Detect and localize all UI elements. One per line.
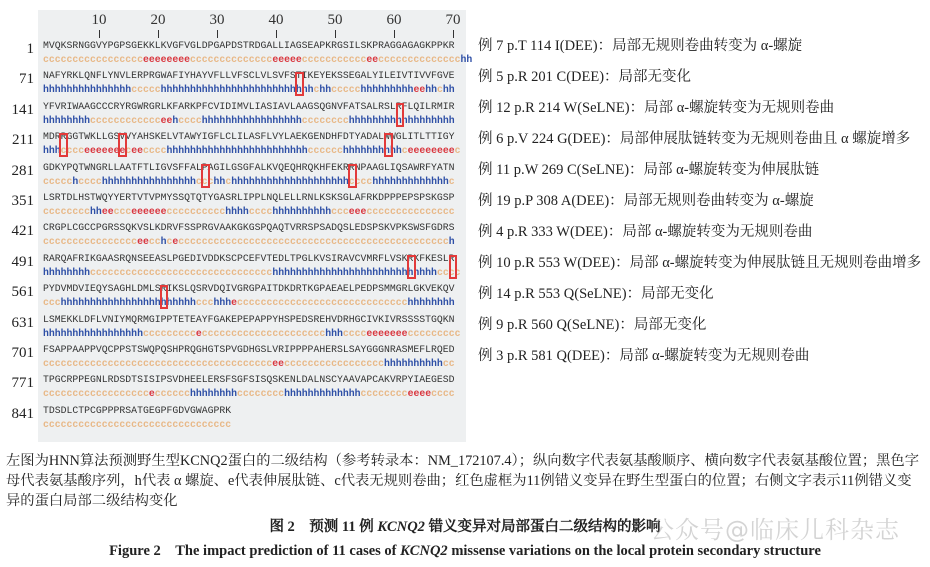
ruler-tick-label: 60 (386, 12, 402, 28)
variant-effect-item: 例 19 p.P 308 A(DEE)：局部无规则卷曲转变为 α-螺旋 (478, 193, 814, 209)
extended-strand-run: e (231, 297, 238, 309)
random-coil-run: ccccccccccccccccccccc (201, 327, 326, 339)
variant-effect-item: 例 14 p.R 553 Q(SeLNE)：局部无变化 (478, 286, 714, 302)
random-coil-run: ccccc (131, 84, 161, 96)
sequence-row (0, 343, 470, 373)
sequence-row (0, 313, 470, 343)
ruler-tick-mark (276, 30, 277, 38)
watermark: 公众号@临床儿科杂志 (650, 516, 900, 544)
helix-run: h (72, 175, 79, 187)
random-coil-run: ccccccccc (142, 327, 196, 339)
helix-run: hh (213, 175, 226, 187)
variant-effect-item: 例 11 p.W 269 C(SeLNE)：局部 α-螺旋转变为伸展肽链 (478, 162, 820, 178)
extended-strand-run: eee (348, 205, 367, 217)
random-coil-run: ccccc (331, 84, 361, 96)
random-coil-run: cccccccccccccc (378, 54, 461, 65)
helix-run: hhhhhhhhhhhhhhh (43, 84, 132, 96)
random-coil-run: ccccccccccccccccccccccccccccccc (90, 266, 273, 278)
secondary-structure-line (43, 175, 455, 189)
mutation-site-box (59, 133, 68, 157)
row-start-position: 211 (12, 132, 34, 149)
ruler-tick-label: 10 (91, 12, 107, 28)
random-coil-run: cccc (436, 266, 461, 278)
random-coil-run: cccc (60, 145, 85, 157)
random-coil-run: cccc (431, 388, 455, 400)
helix-run: hhhhhhhh (43, 114, 91, 126)
random-coil-run: cccc (342, 327, 367, 339)
random-coil-run: cccccccccccccc (190, 54, 273, 65)
random-coil-run: ccccccccccccccccc (43, 54, 143, 65)
helix-run: hhhhhhhh (190, 388, 238, 400)
secondary-structure-line (43, 205, 455, 219)
sequence-row (0, 373, 470, 403)
helix-run: hh (460, 54, 473, 65)
helix-run: hhhhhhhh (407, 297, 455, 309)
helix-run: hhhhhhhhhh (384, 357, 443, 369)
random-coil-run: cccccccccccccccc (43, 236, 138, 248)
random-coil-run: c (454, 145, 461, 157)
helix-run: hhhhhhhhhh (272, 205, 332, 217)
random-coil-run: c (448, 175, 455, 187)
random-coil-run: ccccccccccccccc (366, 205, 455, 217)
sequence-row (0, 130, 470, 160)
random-coil-run: cccc (348, 175, 373, 187)
random-coil-run: cccccccccccccccccc (43, 388, 149, 400)
helix-run: hhhhhhhhhhhhh (372, 175, 449, 187)
title-en-prefix: Figure 2 The impact prediction of 11 cases of (109, 543, 401, 559)
helix-run: hhhhhhhhhhhhhhhhh (201, 114, 302, 126)
random-coil-run: c (125, 145, 132, 157)
sequence-row (0, 39, 473, 69)
title-cn-suffix: 错义变异对局部蛋白二级结构的影响 (424, 519, 661, 535)
random-coil-run: cccccc (307, 145, 343, 157)
mutation-site-box (295, 72, 304, 96)
mutation-site-box (449, 255, 458, 279)
variant-effect-item: 例 4 p.R 333 W(DEE)：局部 α-螺旋转变为无规则卷曲 (478, 224, 813, 240)
secondary-structure-line (43, 235, 455, 249)
helix-run: hhhhhhhhhhhhhhhhhhhhhhh (60, 297, 196, 309)
variant-effect-item: 例 5 p.R 201 C(DEE)：局部无变化 (478, 69, 692, 85)
amino-acid-sequence: RARQAFRIKGAASRQNSEEASLPGEDIVDDKSCPCEFVTEDLTPGLKVSIRAVCVMRFLVSKRKFKESLR (43, 252, 455, 264)
helix-run: h (160, 236, 167, 248)
sequence-row (0, 191, 470, 221)
row-start-position: 421 (11, 223, 34, 240)
title-en-gene: KCNQ2 (400, 543, 448, 559)
ruler-tick-label: 50 (327, 12, 343, 28)
amino-acid-sequence: TPGCRPPEGNLRDSDTSISIPSVDHEELERSFSGFSISQSKENLDALNSCYAAVAPCAKVRPYIAEGESD (43, 374, 455, 386)
amino-acid-sequence: FSAPPAAPPVQCPPSTSWQPQSHPRQGHGTSPVGDHGSLVRIPPPPAHERSLSAYGGGNRASMEFLRQED (43, 343, 455, 355)
secondary-structure-line (43, 266, 460, 280)
extended-strand-run: eeeeeee (366, 327, 408, 339)
extended-strand-run: eeeeeeee (142, 54, 190, 65)
variant-effect-item: 例 7 p.T 114 I(DEE)：局部无规则卷曲转变为 α-螺旋 (478, 38, 803, 54)
sequence-row (0, 282, 470, 312)
mutation-site-box (201, 164, 210, 188)
variant-effect-item: 例 6 p.V 224 G(DEE)：局部伸展肽链转变为无规则卷曲且 α 螺旋增多 (478, 131, 911, 147)
helix-run: h (448, 236, 455, 248)
helix-run: hh (90, 205, 102, 217)
row-start-position: 491 (11, 253, 34, 270)
sequence-row (0, 69, 470, 99)
ruler-tick-label: 30 (209, 12, 225, 28)
ruler-tick-mark (158, 30, 159, 38)
extended-strand-run: ee (160, 114, 173, 126)
random-coil-run: c (313, 84, 320, 96)
amino-acid-sequence: YFVRIWAAGCCCRYRGWRGRLKFARKPFCVIDIMVLIASIAVLAAGSQGNVFATSALRSLRFLQILRMIR (43, 100, 455, 112)
variant-effects-list (478, 34, 923, 375)
helix-run: hhhhhhhhhhhhhhhhhhhhhhhhhh (160, 84, 314, 96)
extended-strand-run: eeeeeeee (407, 145, 455, 157)
mutation-site-box (384, 133, 393, 157)
random-coil-run: ccc (113, 205, 132, 217)
secondary-structure-line (43, 418, 231, 432)
sequence-row (0, 252, 470, 282)
extended-strand-run: e (148, 388, 155, 400)
position-ruler (43, 12, 463, 36)
extended-strand-run: e (172, 236, 179, 248)
random-coil-run: ccc (195, 175, 214, 187)
helix-run: hhhhhhhhh (360, 84, 414, 96)
variant-effect-item: 例 10 p.R 553 W(DEE)：局部 α-螺旋转变为伸展肽链且无规则卷曲增多 (478, 255, 922, 271)
extended-strand-run: eeeeeee (84, 145, 126, 157)
amino-acid-sequence: MVQKSRNGGVYPGPSGEKKLKVGFVGLDPGAPDSTRDGALLIAGSEAPKRGSILSKPRAGGAGAGKPPKR (43, 40, 455, 51)
extended-strand-run: ee (137, 236, 149, 248)
figure-caption: 左图为HNN算法预测野生型KCNQ2蛋白的二级结构（参考转录本：NM_172107.4）；纵向数字代表氨基酸顺序、横向数字代表氨基酸位置；黑色字母代表氨基酸序列，h代表 α 螺旋、e代表伸展肽链、c代表无规则卷曲；红色虚框为11例错义变异在野生型蛋白的位置；右侧文字表示11例错义变异的蛋白局部二级结构变化 (6, 453, 920, 509)
amino-acid-sequence: GDKYPQTWNGRLLAATFTLIGVSFFALPAGILGSGFALKVQEQHRQKHFEKRRNPAAGLIQSAWRFYATN (43, 161, 455, 173)
ruler-tick-mark (99, 30, 100, 38)
mutation-site-box (118, 133, 127, 157)
row-start-position: 351 (11, 192, 34, 209)
secondary-structure-line (43, 53, 472, 67)
helix-run: hh (425, 84, 437, 96)
random-coil-run: ccccc (43, 175, 73, 187)
ruler-tick-mark (335, 30, 336, 38)
helix-run: hhhhhhhhhhhhhhhhhhhhhhhh (166, 145, 308, 157)
extended-strand-run: ee (272, 357, 285, 369)
random-coil-run: c (225, 175, 232, 187)
amino-acid-sequence: LSMEKKLDFLVNIYMQRMGIPPTETEAYFGAKEPEPAPPYHSPEDSREHVDRHGCIVKIVRSSSSTGQKN (43, 313, 455, 325)
row-start-position: 561 (11, 284, 34, 301)
secondary-structure-line (43, 387, 455, 401)
ruler-tick-label: 40 (268, 12, 284, 28)
random-coil-run: cc (148, 236, 161, 248)
helix-run: hhhhhhhhhhhhhhhhh (43, 327, 143, 339)
random-coil-run: c (436, 84, 443, 96)
random-coil-run: ccccccccccccccccccccccccccccccccccccccc (43, 357, 273, 369)
helix-run: hhhhhhhhhhhhhhhhhh (348, 114, 455, 126)
extended-strand-run: eeeeee (131, 205, 167, 217)
extended-strand-run: ee (413, 84, 426, 96)
random-coil-run: ccc (195, 297, 214, 309)
helix-run: hhhhhhhhhh (342, 145, 402, 157)
helix-run: h (172, 114, 179, 126)
row-start-position: 141 (11, 101, 34, 118)
mutation-site-box (348, 164, 357, 188)
extended-strand-run: eeeee (272, 54, 302, 65)
mutation-site-box (160, 285, 169, 309)
variant-effect-item: 例 12 p.R 214 W(SeLNE)：局部 α-螺旋转变为无规则卷曲 (478, 100, 835, 116)
helix-run: hhh (213, 297, 232, 309)
random-coil-run: ccccccccccc (301, 54, 367, 65)
amino-acid-sequence: MDRRGGTWKLLGSVVYAHSKELVTAWYIGFLCLILASFLVYLAEKGENDHFDTYADALWWGLITLTTIGY (43, 131, 455, 143)
random-coil-run: cccccccc (360, 388, 408, 400)
mutation-site-box (407, 255, 416, 279)
random-coil-run: cccccccc (301, 114, 349, 126)
sequence-row (0, 221, 470, 251)
row-start-position: 841 (11, 405, 34, 422)
title-cn-prefix: 图 2 预测 11 例 (269, 519, 378, 535)
ruler-tick-mark (453, 30, 454, 38)
helix-run: hhhh (225, 205, 249, 217)
random-coil-run: ccc (331, 205, 349, 217)
helix-run: hh (319, 84, 332, 96)
ruler-tick-label: 20 (150, 12, 166, 28)
helix-run: hh (442, 84, 455, 96)
helix-run: hhhhhhhhhhhhhhhh (101, 175, 196, 187)
random-coil-run: cccc (142, 145, 167, 157)
helix-run: hhhhhhhh (43, 266, 91, 278)
sequence-rows (0, 39, 473, 434)
row-start-position: 281 (11, 162, 34, 179)
random-coil-run: ccccccccccccccccccccccccccccc (237, 297, 408, 309)
secondary-structure-line (43, 357, 455, 371)
amino-acid-sequence: PYDVMDVIEQYSAGHLDMLSRIKSLQSRVDQIVGRGPAITDKDRTKGPAEAELPEDPSMMGRLGKVEKQV (43, 283, 455, 295)
extended-strand-run: ee (101, 205, 114, 217)
helix-run: hhhhhhhhhhhhhhhhhhhh (231, 175, 349, 187)
row-start-position: 71 (19, 71, 34, 88)
amino-acid-sequence: LSRTDLHSTWQYYERTVTVPMYSSQTQTYGASRLIPPLNQLELLRNLKSKSGLAFRKDPPPEPSPSKGSP (43, 191, 455, 203)
random-coil-run: cccccccc (43, 205, 91, 217)
random-coil-run: ccccccccc (407, 327, 461, 339)
random-coil-run: cccc (78, 175, 102, 187)
sequence-row (0, 404, 470, 434)
row-start-position: 631 (11, 314, 34, 331)
secondary-structure-line (43, 144, 461, 158)
extended-strand-run: ee (366, 54, 379, 65)
title-en-suffix: missense variations on the local protein secondary structure (447, 543, 821, 559)
helix-run: hhh (43, 145, 61, 157)
random-coil-run: cccc (178, 114, 202, 126)
random-coil-run: cccccc (154, 388, 190, 400)
title-cn-gene: KCNQ2 (377, 519, 425, 535)
random-coil-run: cccccccc (237, 388, 285, 400)
row-start-position: 1 (26, 41, 34, 57)
secondary-structure-line (43, 114, 455, 128)
ruler-tick-mark (217, 30, 218, 38)
mutation-site-box (396, 103, 405, 127)
extended-strand-run: ee (131, 145, 143, 157)
amino-acid-sequence: TDSDLCTPCGPPPRSATGEGPFGDVGWAGPRK (43, 404, 232, 416)
random-coil-run: cccc (248, 205, 273, 217)
ruler-tick-label: 70 (445, 12, 461, 28)
random-coil-run: cc (442, 357, 455, 369)
random-coil-run: cccccccccc (166, 205, 226, 217)
sequence-row (0, 100, 470, 130)
random-coil-run: cccccccccccc (90, 114, 161, 126)
helix-run: hhhhhhhhhhhhh (284, 388, 361, 400)
secondary-structure-line (43, 327, 460, 341)
random-coil-run: c (401, 145, 408, 157)
ruler-tick-mark (394, 30, 395, 38)
extended-strand-run: e (195, 327, 202, 339)
row-start-position: 701 (11, 344, 34, 361)
sequence-row (0, 161, 470, 191)
extended-strand-run: eeee (407, 388, 432, 400)
random-coil-run: cccccccccccccccccccccccccccccccc (43, 418, 232, 430)
helix-run: hhh (325, 327, 343, 339)
row-start-position: 771 (11, 375, 34, 392)
random-coil-run: ccccccccccccccccc (284, 357, 385, 369)
random-coil-run: c (166, 236, 173, 248)
amino-acid-sequence: CRGPLCGCCPGRSSQKVSLKDRVFSSPRGVAAKGKGSPQAQTVRRSPSADQSLEDSPSKVPKSWSFGDRS (43, 222, 455, 234)
random-coil-run: ccc (43, 297, 61, 309)
random-coil-run: cccccccccccccccccccccccccccccccccccccccccccccc (178, 236, 449, 248)
secondary-structure-line (43, 296, 455, 310)
variant-effect-item: 例 3 p.R 581 Q(DEE)：局部 α-螺旋转变为无规则卷曲 (478, 348, 810, 364)
helix-run: hhhhhhhhhhhhhhhhhhhhhhhhhhhh (272, 266, 437, 278)
secondary-structure-line (43, 83, 455, 97)
amino-acid-sequence: NAFYRKLQNFLYNVLERPRGWAFIYHAYVFLLVFSCLVLSVFSTIKEYEKSSEGALYILEIVTIVVFGVE (43, 70, 455, 82)
variant-effect-item: 例 9 p.R 560 Q(SeLNE)：局部无变化 (478, 317, 707, 333)
